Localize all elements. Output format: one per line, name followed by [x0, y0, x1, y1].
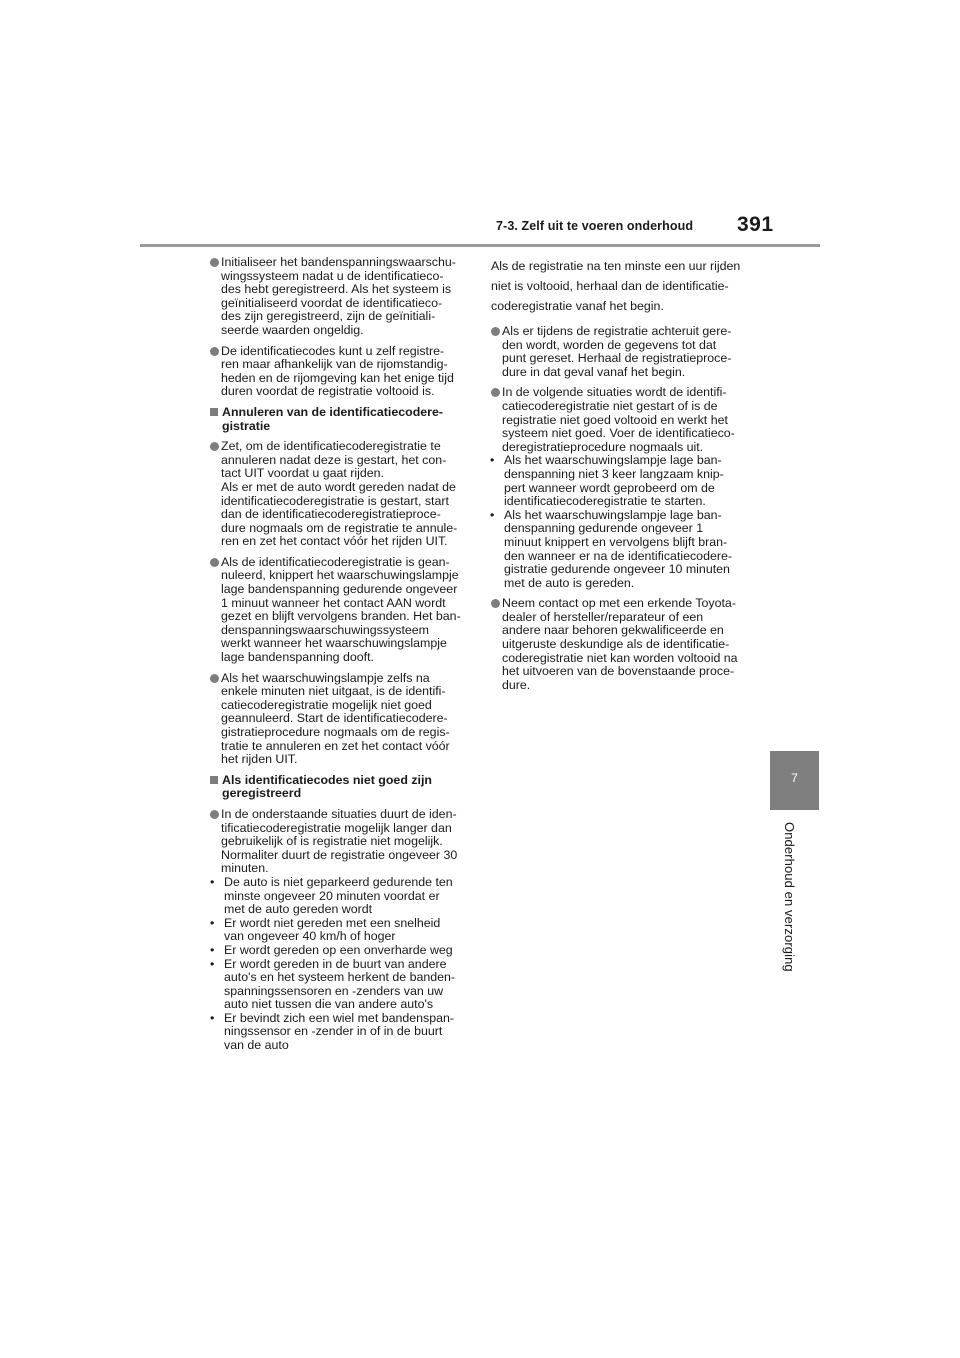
text-line: catiecoderegistratie mogelijk niet goed: [221, 697, 432, 712]
text-line: dure in dat geval vanaf het begin.: [502, 364, 686, 379]
text-line: dealer of hersteller/reparateur of een: [502, 609, 704, 624]
bullet-item: [491, 386, 759, 454]
text-line: Initialiseer het bandenspanningswaarschu-: [221, 255, 456, 269]
text-line: geannuleerd. Start de identificatiecodere-: [221, 711, 448, 726]
section-heading: [210, 774, 472, 801]
text-line: punt gereset. Herhaal de registratieproce-: [502, 351, 732, 366]
bullet-circle-icon: [210, 558, 219, 567]
sub-list-item: [210, 958, 472, 1012]
text-line: coderegistratie vanaf het begin.: [491, 299, 664, 313]
text-line: ningssensor en -zender in of in de buurt: [224, 1024, 443, 1039]
text-line: pert wanneer wordt geprobeerd om de: [504, 480, 715, 495]
text-line: De identificatiecodes kunt u zelf registre-: [221, 343, 445, 358]
bullet-item: [491, 597, 759, 692]
text-line: tificatiecoderegistratie mogelijk langer dan: [221, 820, 452, 835]
sub-bullet-icon: •: [210, 874, 215, 889]
sub-list: [198, 876, 472, 1053]
text-line: met de auto is gereden.: [504, 575, 635, 590]
section-title: 7-3. Zelf uit te voeren onderhoud: [496, 219, 694, 233]
bullet-circle-icon: [210, 810, 219, 819]
text-line: gezet en blijft vervolgens branden. Het ban-: [221, 609, 461, 624]
text-line: identificatiecoderegistratie te starten.: [504, 494, 706, 509]
chapter-title: Onderhoud en verzorging: [782, 822, 797, 972]
chapter-number: 7: [791, 771, 798, 785]
text-line: dan de identificatiecoderegistratieproce-: [221, 507, 441, 522]
text-line: Als het waarschuwingslampje lage ban-: [504, 453, 722, 468]
sub-bullet-icon: •: [210, 1010, 215, 1025]
text-line: ren en zet het contact vóór het rijden UIT.: [221, 534, 448, 549]
bullet-item: [210, 672, 472, 767]
text-line: gistratie: [222, 418, 271, 433]
left-column: [210, 256, 472, 1060]
text-line: dure.: [502, 677, 531, 692]
text-line: Als identificatiecodes niet goed zijn: [222, 772, 432, 787]
sub-list-item: [490, 509, 759, 591]
text-line: systeem niet goed. Voer de identificatieco-: [502, 426, 735, 441]
text-line: denspanning niet 3 keer langzaam knip-: [504, 466, 724, 481]
text-line: Normaliter duurt de registratie ongeveer 30: [221, 847, 458, 862]
bullet-circle-icon: [210, 442, 219, 451]
text-line: uitgeruste deskundige als de identificatie-: [502, 637, 730, 652]
text-line: annuleren nadat deze is gestart, het con-: [221, 452, 447, 467]
text-line: heden en de rijomgeving kan het enige tijd: [221, 370, 454, 385]
text-line: De auto is niet geparkeerd gedurende ten: [224, 874, 453, 889]
text-line: spanningssensoren en -zenders van uw: [224, 983, 444, 998]
text-line: enkele minuten niet uitgaat, is de identifi-: [221, 684, 446, 699]
bullet-circle-icon: [491, 599, 500, 608]
bullet-item: [210, 256, 472, 338]
sub-list-item: [490, 454, 759, 508]
sub-bullet-icon: •: [210, 915, 215, 930]
text-line: Neem contact op met een erkende Toyota-: [502, 596, 736, 611]
text-line: met de auto gereden wordt: [224, 902, 373, 917]
bullet-item: [210, 440, 472, 549]
text-line: gebruikelijk of is registratie niet mogelijk.: [221, 834, 443, 849]
text-line: des hebt geregistreerd. Als het systeem is: [221, 282, 452, 297]
text-line: Er wordt gereden in de buurt van andere: [224, 956, 447, 971]
text-line: auto's en het systeem herkent de banden-: [224, 970, 456, 985]
text-line: andere naar behoren gekwalificeerde en: [502, 623, 724, 638]
text-line: gistratieprocedure nogmaals om de regis-: [221, 725, 450, 739]
bullet-circle-icon: [491, 327, 500, 336]
text-line: Er bevindt zich een wiel met bandenspan-: [224, 1010, 455, 1025]
text-line: duren voordat de registratie voltooid is.: [221, 384, 435, 399]
text-line: Als de registratie na ten minste een uur rijden: [491, 259, 741, 273]
sub-list-item: [210, 917, 472, 944]
text-line: minuut knippert en vervolgens blijft bran-: [504, 534, 728, 549]
text-line: gistratie gedurende ongeveer 10 minuten: [504, 562, 730, 577]
section-heading: [210, 406, 472, 433]
text-line: In de volgende situaties wordt de identifi-: [502, 385, 727, 400]
heading-square-icon: [210, 408, 218, 416]
intro-paragraph: [491, 256, 759, 316]
heading-square-icon: [210, 776, 218, 784]
bullet-item: [491, 325, 759, 379]
text-line: dure nogmaals om de registratie te annule-: [221, 520, 458, 535]
bullet-circle-icon: [210, 258, 219, 267]
text-line: Als het waarschuwingslampje lage ban-: [504, 507, 722, 522]
sub-list: [490, 454, 759, 590]
text-line: den wordt, worden de gegevens tot dat: [502, 337, 717, 352]
text-line: denspanning gedurende ongeveer 1: [504, 521, 704, 536]
text-line: het uitvoeren van de bovenstaande proce-: [502, 664, 735, 679]
bullet-circle-icon: [210, 347, 219, 356]
text-line: Als de identificatiecoderegistratie is gean-: [221, 554, 450, 569]
text-line: den wanneer er na de identificatiecodere-: [504, 548, 732, 563]
text-line: Annuleren van de identificatiecodere-: [222, 404, 444, 419]
text-line: deregistratieprocedure nogmaals uit.: [502, 439, 704, 454]
bullet-item: [210, 345, 472, 399]
text-line: geïnitialiseerd voordat de identificatieco-: [221, 295, 443, 310]
bullet-item: [210, 808, 472, 876]
right-column: [491, 256, 759, 699]
text-line: identificatiecoderegistratie is gestart, start: [221, 493, 449, 508]
bullet-circle-icon: [210, 674, 219, 683]
text-line: Zet, om de identificatiecoderegistratie te: [221, 439, 441, 454]
text-line: minuten.: [221, 861, 269, 876]
text-line: wingssysteem nadat u de identificatieco-: [221, 268, 444, 283]
sub-bullet-icon: •: [490, 453, 495, 468]
text-line: geregistreerd: [222, 786, 302, 801]
bullet-item: [210, 556, 472, 665]
text-line: lage bandenspanning gedurende ongeveer: [221, 582, 458, 597]
sub-list-item: [210, 944, 472, 958]
text-line: minste ongeveer 20 minuten voordat er: [224, 888, 440, 903]
sub-bullet-icon: •: [210, 956, 215, 971]
bullet-circle-icon: [491, 388, 500, 397]
page-number: 391: [737, 213, 774, 236]
text-line: tact UIT voordat u gaat rijden.: [221, 466, 385, 481]
text-line: registratie niet goed voltooid en werkt het: [502, 412, 728, 427]
text-line: Er wordt niet gereden met een snelheid: [224, 915, 441, 930]
text-line: 1 minuut wanneer het contact AAN wordt: [221, 595, 446, 610]
text-line: van ongeveer 40 km/h of hoger: [224, 929, 396, 944]
chapter-tab: [770, 751, 819, 810]
text-line: In de onderstaande situaties duurt de iden-: [221, 806, 457, 821]
text-line: seerde waarden ongeldig.: [221, 322, 364, 337]
sub-bullet-icon: •: [210, 942, 215, 957]
text-line: catiecoderegistratie niet gestart of is de: [502, 398, 718, 413]
header-divider: [140, 244, 820, 247]
text-line: Als er tijdens de registratie achteruit gere-: [502, 324, 732, 338]
text-line: tratie te annuleren en zet het contact vóór: [221, 738, 450, 753]
text-line: Als het waarschuwingslampje zelfs na: [221, 670, 430, 685]
text-line: het rijden UIT.: [221, 752, 298, 767]
text-line: des zijn geregistreerd, zijn de geïnitiali-: [221, 309, 436, 324]
sub-bullet-icon: •: [490, 507, 495, 522]
text-line: Als er met de auto wordt gereden nadat de: [221, 479, 456, 494]
text-line: ren maar afhankelijk van de rijomstandig-: [221, 357, 448, 372]
text-line: auto niet tussen die van andere auto's: [224, 997, 434, 1012]
text-line: Er wordt gereden op een onverharde weg: [224, 942, 453, 957]
text-line: nuleerd, knippert het waarschuwingslampje: [221, 568, 459, 583]
sub-list-item: [210, 1012, 472, 1053]
text-line: niet is voltooid, herhaal dan de identificatie-: [491, 279, 729, 293]
text-line: van de auto: [224, 1038, 289, 1053]
sub-list-item: [210, 876, 472, 917]
text-line: coderegistratie niet kan worden voltooid na: [502, 650, 738, 665]
text-line: lage bandenspanning dooft.: [221, 650, 374, 665]
text-line: werkt wanneer het waarschuwingslampje: [221, 636, 447, 651]
text-line: denspanningswaarschuwingssysteem: [221, 622, 430, 637]
